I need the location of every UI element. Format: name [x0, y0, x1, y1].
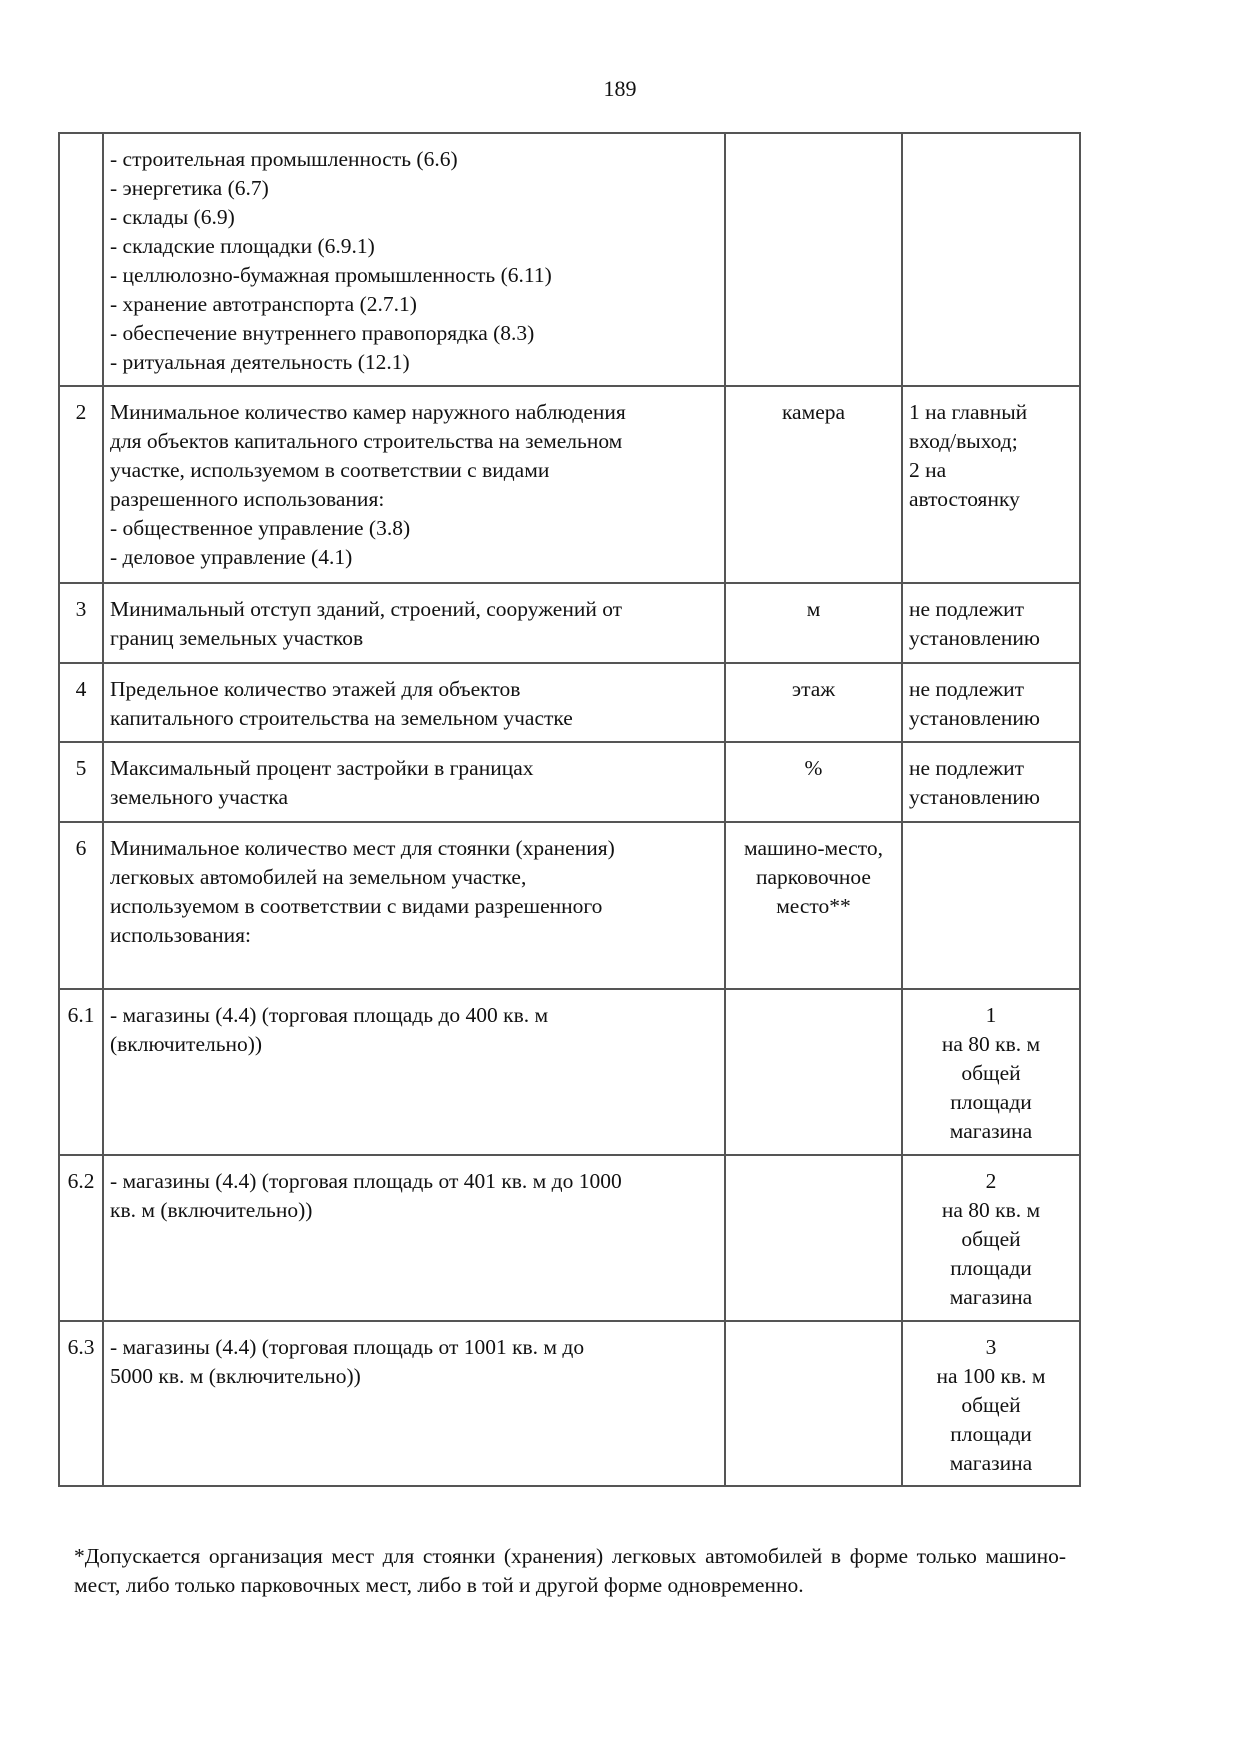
- description-line: - общественное управление (3.8): [110, 516, 411, 540]
- row-description: [103, 663, 725, 742]
- row-description: [103, 742, 725, 822]
- description-line: Минимальный отступ зданий, строений, сооружений от: [110, 597, 623, 621]
- table-row: [59, 742, 1080, 822]
- row-description: [103, 1321, 725, 1486]
- row-number: 6.2: [59, 1155, 103, 1321]
- row-unit: [725, 133, 902, 386]
- row-value: [902, 133, 1080, 386]
- description-line: кв. м (включительно)): [110, 1198, 313, 1222]
- value-line: 1: [985, 1003, 997, 1027]
- value-line: не подлежит: [909, 677, 1025, 701]
- table-row: [59, 1321, 1080, 1486]
- description-line: - склады (6.9): [110, 205, 235, 229]
- description-line: используемом в соответствии с видами разрешенного: [110, 894, 603, 918]
- row-description: [103, 822, 725, 989]
- description-line: капитального строительства на земельном участке: [110, 706, 573, 730]
- value-line: магазина: [949, 1119, 1033, 1143]
- row-unit: [725, 742, 902, 822]
- description-line: границ земельных участков: [110, 626, 364, 650]
- row-number: 2: [59, 386, 103, 583]
- row-number: 3: [59, 583, 103, 663]
- unit-line: этаж: [791, 677, 836, 701]
- value-line: магазина: [949, 1451, 1033, 1475]
- row-value: [902, 663, 1080, 742]
- row-description: [103, 133, 725, 386]
- value-line: площади: [950, 1422, 1032, 1446]
- table-row: [59, 583, 1080, 663]
- unit-line: камера: [781, 400, 846, 424]
- description-line: - строительная промышленность (6.6): [110, 147, 458, 171]
- description-line: участке, используемом в соответствии с видами: [110, 458, 550, 482]
- value-line: площади: [950, 1090, 1032, 1114]
- value-line: автостоянку: [909, 487, 1020, 511]
- row-value: [902, 742, 1080, 822]
- row-value: [902, 989, 1080, 1155]
- row-number: 5: [59, 742, 103, 822]
- value-line: не подлежит: [909, 597, 1025, 621]
- row-description: [103, 1155, 725, 1321]
- row-number: 6.3: [59, 1321, 103, 1486]
- value-line: 1 на главный: [909, 400, 1028, 424]
- row-unit: [725, 386, 902, 583]
- value-line: на 80 кв. м: [941, 1198, 1041, 1222]
- value-line: вход/выход;: [909, 429, 1018, 453]
- description-line: разрешенного использования:: [110, 487, 385, 511]
- description-line: - складские площадки (6.9.1): [110, 234, 375, 258]
- row-description: [103, 583, 725, 663]
- value-line: магазина: [949, 1285, 1033, 1309]
- table-row: [59, 663, 1080, 742]
- description-line: Минимальное количество мест для стоянки (хранения): [110, 836, 615, 860]
- value-line: общей: [961, 1061, 1021, 1085]
- value-line: общей: [961, 1393, 1021, 1417]
- row-value: [902, 386, 1080, 583]
- row-unit: [725, 822, 902, 989]
- description-line: (включительно)): [110, 1032, 263, 1056]
- description-line: земельного участка: [110, 785, 289, 809]
- table-row: [59, 133, 1080, 386]
- description-line: - магазины (4.4) (торговая площадь от 401 кв. м до 1000: [110, 1169, 622, 1193]
- description-line: - хранение автотранспорта (2.7.1): [110, 292, 417, 316]
- description-line: - обеспечение внутреннего правопорядка (8.3): [110, 321, 535, 345]
- unit-line: парковочное: [756, 865, 871, 889]
- row-value: [902, 583, 1080, 663]
- unit-line: машино-место,: [744, 836, 883, 860]
- row-unit: [725, 1321, 902, 1486]
- description-line: Предельное количество этажей для объектов: [110, 677, 521, 701]
- row-value: [902, 1155, 1080, 1321]
- row-number: 6.1: [59, 989, 103, 1155]
- value-line: площади: [950, 1256, 1032, 1280]
- value-line: на 80 кв. м: [941, 1032, 1041, 1056]
- row-unit: [725, 1155, 902, 1321]
- value-line: общей: [961, 1227, 1021, 1251]
- row-value: [902, 1321, 1080, 1486]
- table-row: [59, 822, 1080, 989]
- value-line: установлению: [909, 626, 1040, 650]
- description-line: легковых автомобилей на земельном участке,: [110, 865, 527, 889]
- value-line: не подлежит: [909, 756, 1025, 780]
- value-line: на 100 кв. м: [936, 1364, 1046, 1388]
- unit-line: %: [804, 756, 823, 780]
- value-line: 2: [985, 1169, 997, 1193]
- unit-line: м: [806, 597, 821, 621]
- unit-line: место**: [776, 894, 851, 918]
- row-value: [902, 822, 1080, 989]
- description-line: - целлюлозно-бумажная промышленность (6.11): [110, 263, 552, 287]
- value-line: установлению: [909, 706, 1040, 730]
- description-line: для объектов капитального строительства на земельном: [110, 429, 623, 453]
- row-unit: [725, 663, 902, 742]
- description-line: Максимальный процент застройки в границах: [110, 756, 534, 780]
- table-row: [59, 989, 1080, 1155]
- description-line: - магазины (4.4) (торговая площадь от 1001 кв. м до: [110, 1335, 585, 1359]
- description-line: - магазины (4.4) (торговая площадь до 400 кв. м: [110, 1003, 549, 1027]
- description-line: 5000 кв. м (включительно)): [110, 1364, 361, 1388]
- row-number: 4: [59, 663, 103, 742]
- description-line: использования:: [110, 923, 251, 947]
- row-unit: [725, 989, 902, 1155]
- table-row: [59, 386, 1080, 583]
- description-line: Минимальное количество камер наружного наблюдения: [110, 400, 626, 424]
- footnote: *Допускается организация мест для стоянки (хранения) легковых автомобилей в форме только машино-мест, либо только парковочных мест, либо в той и другой форме одновременно.: [74, 1543, 1066, 1597]
- row-unit: [725, 583, 902, 663]
- table-row: [59, 1155, 1080, 1321]
- regulations-table: [58, 132, 1081, 1487]
- row-number: [59, 133, 103, 386]
- value-line: 3: [985, 1335, 997, 1359]
- value-line: установлению: [909, 785, 1040, 809]
- row-number: 6: [59, 822, 103, 989]
- row-description: [103, 386, 725, 583]
- description-line: - энергетика (6.7): [110, 176, 269, 200]
- description-line: - ритуальная деятельность (12.1): [110, 350, 410, 374]
- row-description: [103, 989, 725, 1155]
- value-line: 2 на: [909, 458, 947, 482]
- page-number: 189: [603, 76, 637, 101]
- description-line: - деловое управление (4.1): [110, 545, 353, 569]
